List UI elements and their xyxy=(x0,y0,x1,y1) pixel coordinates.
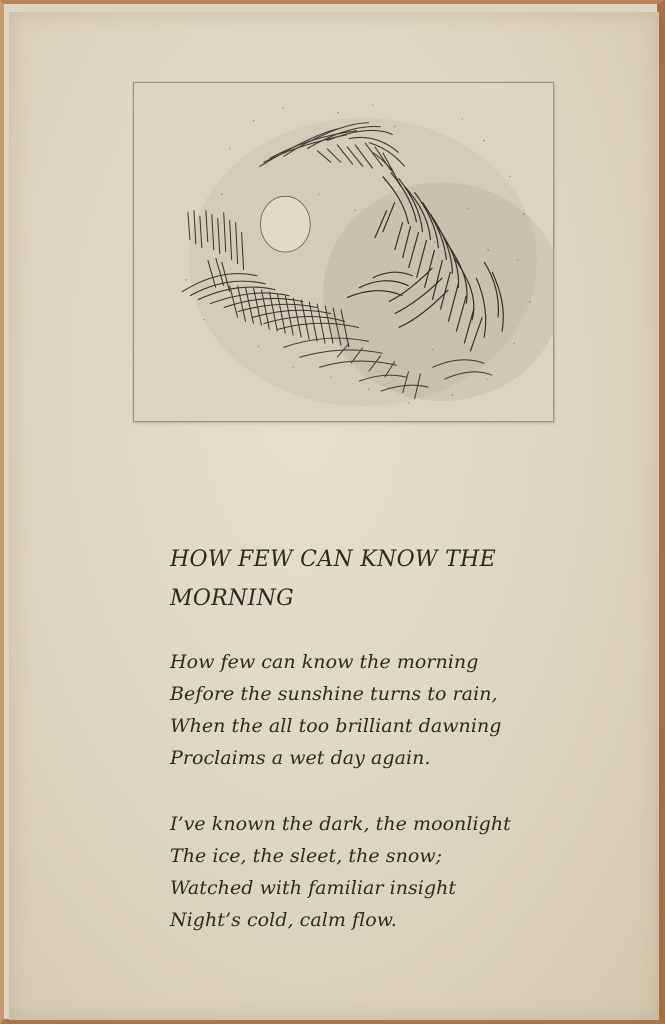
poem-title xyxy=(170,540,600,618)
poem-line: Watched with familiar insight xyxy=(170,877,457,899)
poem xyxy=(170,540,600,970)
poem-line: I’ve known the dark, the moonlight xyxy=(170,813,511,835)
etching-illustration xyxy=(133,82,554,422)
poem-line: Before the sunshine turns to rain, xyxy=(170,683,498,705)
poem-line: How few can know the morning xyxy=(170,651,479,673)
poem-title-line-2: MORNING xyxy=(170,586,294,611)
stanza-2 xyxy=(170,808,600,936)
poem-line: Proclaims a wet day again. xyxy=(170,747,431,769)
poem-line: The ice, the sleet, the snow; xyxy=(170,845,443,867)
stanza-1 xyxy=(170,646,600,774)
poem-line: Night’s cold, calm flow. xyxy=(170,909,397,931)
etching-drawing xyxy=(134,83,553,421)
poem-title-line-1: HOW FEW CAN KNOW THE xyxy=(170,547,496,572)
poem-line: When the all too brilliant dawning xyxy=(170,715,502,737)
printed-page xyxy=(9,12,659,1020)
